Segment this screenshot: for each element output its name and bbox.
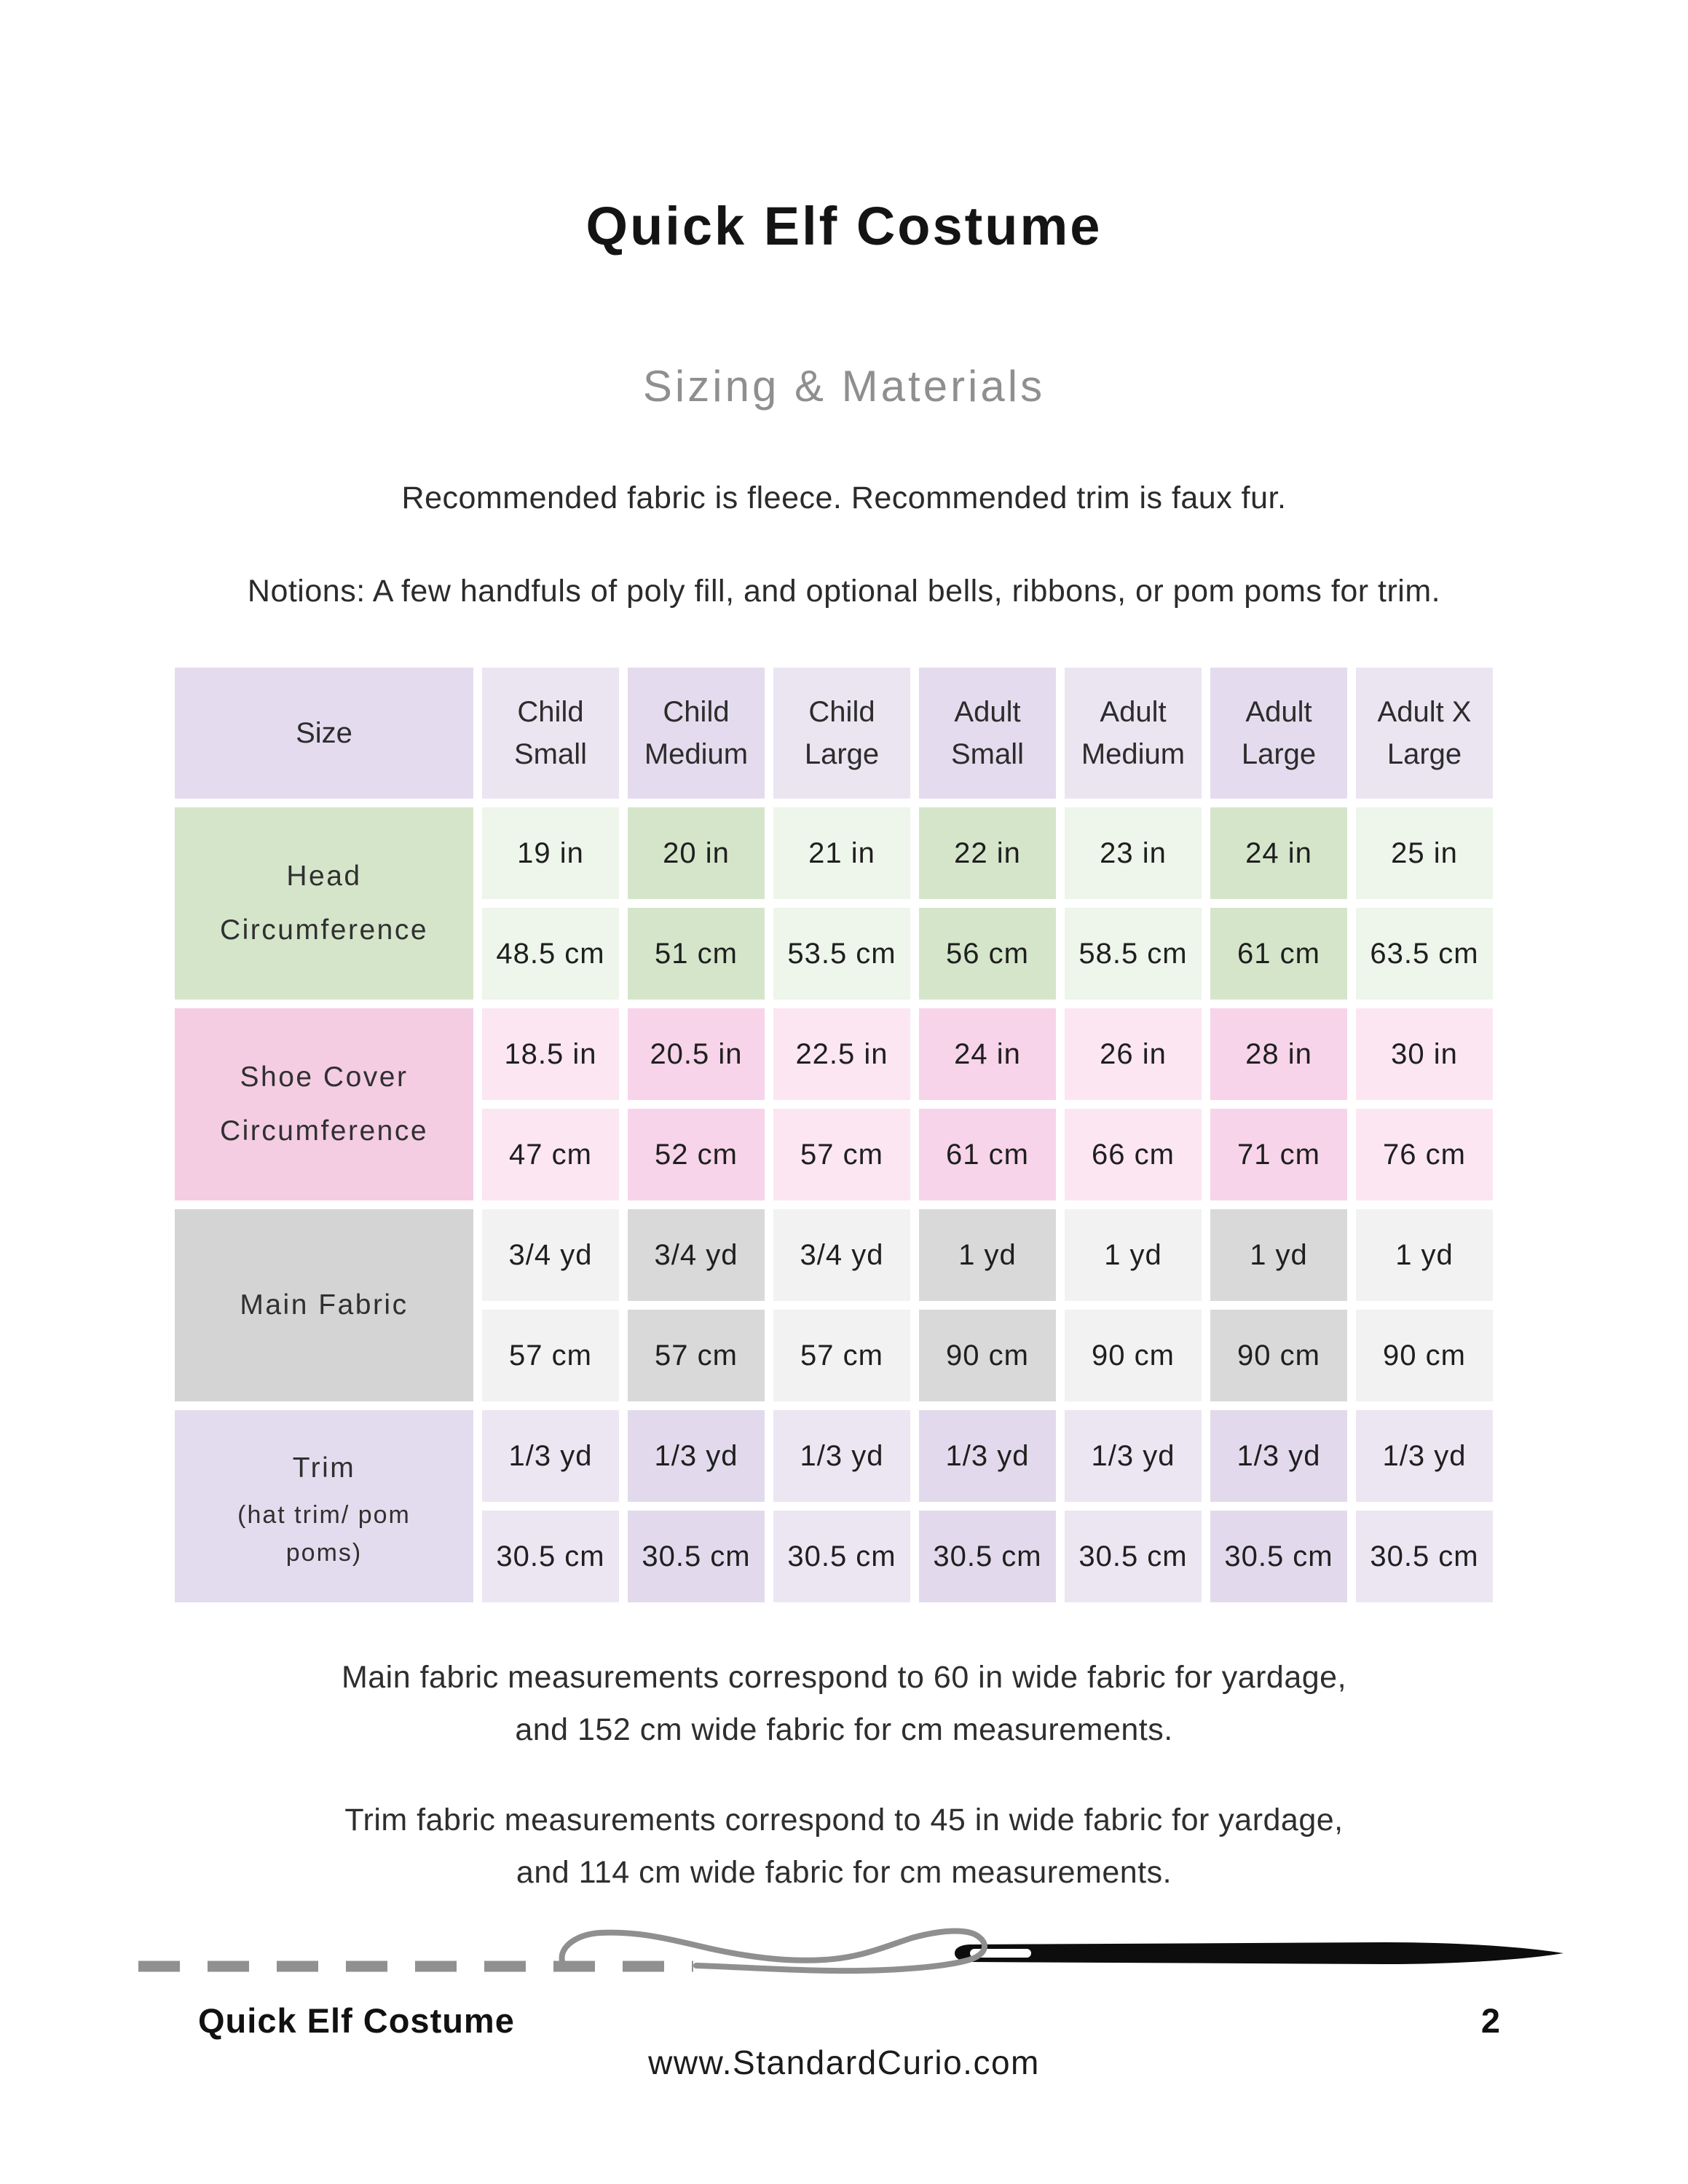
note-line: and 152 cm wide fabric for cm measurements. bbox=[515, 1712, 1173, 1747]
value-cell: 3/4 yd bbox=[482, 1209, 619, 1301]
header-cell-size: Size bbox=[175, 668, 473, 799]
value-cell: 23 in bbox=[1065, 807, 1202, 899]
value-cell: 30.5 cm bbox=[1210, 1511, 1347, 1602]
header-cell-adult-medium: Adult Medium bbox=[1065, 668, 1202, 799]
value-cell: 30.5 cm bbox=[1065, 1511, 1202, 1602]
value-cell: 53.5 cm bbox=[773, 908, 910, 1000]
row-label-line: Main Fabric bbox=[240, 1289, 409, 1321]
value-cell: 3/4 yd bbox=[628, 1209, 765, 1301]
table-row bbox=[175, 1008, 1493, 1100]
row-sublabel-line: (hat trim/ pom bbox=[237, 1501, 411, 1530]
value-cell: 30.5 cm bbox=[919, 1511, 1056, 1602]
row-label-line: Trim bbox=[292, 1452, 356, 1484]
value-cell: 63.5 cm bbox=[1356, 908, 1493, 1000]
value-cell: 71 cm bbox=[1210, 1109, 1347, 1200]
value-cell: 30.5 cm bbox=[773, 1511, 910, 1602]
section-subtitle: Sizing & Materials bbox=[642, 362, 1046, 411]
value-cell: 90 cm bbox=[1210, 1310, 1347, 1401]
row-label-line: Head bbox=[286, 860, 362, 892]
value-cell: 56 cm bbox=[919, 908, 1056, 1000]
value-cell: 19 in bbox=[482, 807, 619, 899]
header-cell-child-medium: Child Medium bbox=[628, 668, 765, 799]
value-cell: 1/3 yd bbox=[628, 1410, 765, 1502]
value-cell: 24 in bbox=[919, 1008, 1056, 1100]
value-cell: 61 cm bbox=[1210, 908, 1347, 1000]
intro-text: Recommended fabric is fleece. Recommended trim is faux fur. bbox=[401, 480, 1287, 515]
note-main-fabric bbox=[0, 1651, 1688, 1756]
note-line: Main fabric measurements correspond to 60 in wide fabric for yardage, bbox=[341, 1660, 1347, 1695]
row-label-head-circumference bbox=[175, 807, 473, 1000]
value-cell: 1/3 yd bbox=[1210, 1410, 1347, 1502]
value-cell: 1 yd bbox=[1065, 1209, 1202, 1301]
footer-doc-title: Quick Elf Costume bbox=[198, 2001, 515, 2040]
value-cell: 76 cm bbox=[1356, 1109, 1493, 1200]
header-cell-adult-x-large: Adult X Large bbox=[1356, 668, 1493, 799]
row-label-line: Shoe Cover bbox=[240, 1061, 409, 1093]
value-cell: 66 cm bbox=[1065, 1109, 1202, 1200]
value-cell: 1 yd bbox=[919, 1209, 1056, 1301]
value-cell: 30.5 cm bbox=[628, 1511, 765, 1602]
row-label-shoe-cover-circumference bbox=[175, 1008, 473, 1200]
value-cell: 61 cm bbox=[919, 1109, 1056, 1200]
table-row bbox=[175, 1410, 1493, 1502]
value-cell: 26 in bbox=[1065, 1008, 1202, 1100]
value-cell: 30.5 cm bbox=[482, 1511, 619, 1602]
row-label-line: Circumference bbox=[219, 1115, 429, 1147]
value-cell: 57 cm bbox=[773, 1310, 910, 1401]
note-line: Trim fabric measurements correspond to 45 in wide fabric for yardage, bbox=[344, 1803, 1344, 1837]
value-cell: 90 cm bbox=[1065, 1310, 1202, 1401]
value-cell: 25 in bbox=[1356, 807, 1493, 899]
value-cell: 48.5 cm bbox=[482, 908, 619, 1000]
value-cell: 18.5 in bbox=[482, 1008, 619, 1100]
value-cell: 30.5 cm bbox=[1356, 1511, 1493, 1602]
header-cell-adult-small: Adult Small bbox=[919, 668, 1056, 799]
value-cell: 47 cm bbox=[482, 1109, 619, 1200]
value-cell: 90 cm bbox=[919, 1310, 1056, 1401]
page-number: 2 bbox=[1480, 2001, 1500, 2040]
row-label-main-fabric bbox=[175, 1209, 473, 1401]
table-header-row bbox=[175, 668, 1493, 799]
value-cell: 21 in bbox=[773, 807, 910, 899]
value-cell: 30 in bbox=[1356, 1008, 1493, 1100]
notions-text: Notions: A few handfuls of poly fill, and optional bells, ribbons, or pom poms for trim. bbox=[247, 574, 1441, 609]
value-cell: 57 cm bbox=[482, 1310, 619, 1401]
page-title: Quick Elf Costume bbox=[585, 196, 1103, 256]
note-line: and 114 cm wide fabric for cm measurements. bbox=[516, 1855, 1172, 1890]
website-url: www.StandardCurio.com bbox=[648, 2043, 1040, 2081]
value-cell: 28 in bbox=[1210, 1008, 1347, 1100]
row-sublabel-line: poms) bbox=[285, 1539, 363, 1567]
value-cell: 22 in bbox=[919, 807, 1056, 899]
value-cell: 57 cm bbox=[773, 1109, 910, 1200]
value-cell: 57 cm bbox=[628, 1310, 765, 1401]
value-cell: 3/4 yd bbox=[773, 1209, 910, 1301]
header-cell-adult-large: Adult Large bbox=[1210, 668, 1347, 799]
value-cell: 1 yd bbox=[1210, 1209, 1347, 1301]
value-cell: 1 yd bbox=[1356, 1209, 1493, 1301]
value-cell: 20 in bbox=[628, 807, 765, 899]
value-cell: 24 in bbox=[1210, 807, 1347, 899]
sizing-table bbox=[166, 659, 1502, 1611]
value-cell: 1/3 yd bbox=[1356, 1410, 1493, 1502]
value-cell: 1/3 yd bbox=[482, 1410, 619, 1502]
value-cell: 22.5 in bbox=[773, 1008, 910, 1100]
value-cell: 51 cm bbox=[628, 908, 765, 1000]
value-cell: 90 cm bbox=[1356, 1310, 1493, 1401]
value-cell: 20.5 in bbox=[628, 1008, 765, 1100]
value-cell: 1/3 yd bbox=[1065, 1410, 1202, 1502]
value-cell: 52 cm bbox=[628, 1109, 765, 1200]
needle-body bbox=[955, 1942, 1563, 1964]
header-cell-child-large: Child Large bbox=[773, 668, 910, 799]
header-cell-child-small: Child Small bbox=[482, 668, 619, 799]
note-trim-fabric bbox=[0, 1794, 1688, 1899]
value-cell: 1/3 yd bbox=[919, 1410, 1056, 1502]
row-label-line: Circumference bbox=[219, 914, 429, 946]
table-row bbox=[175, 807, 1493, 899]
row-label-trim bbox=[175, 1410, 473, 1602]
value-cell: 58.5 cm bbox=[1065, 908, 1202, 1000]
value-cell: 1/3 yd bbox=[773, 1410, 910, 1502]
table-row bbox=[175, 1209, 1493, 1301]
